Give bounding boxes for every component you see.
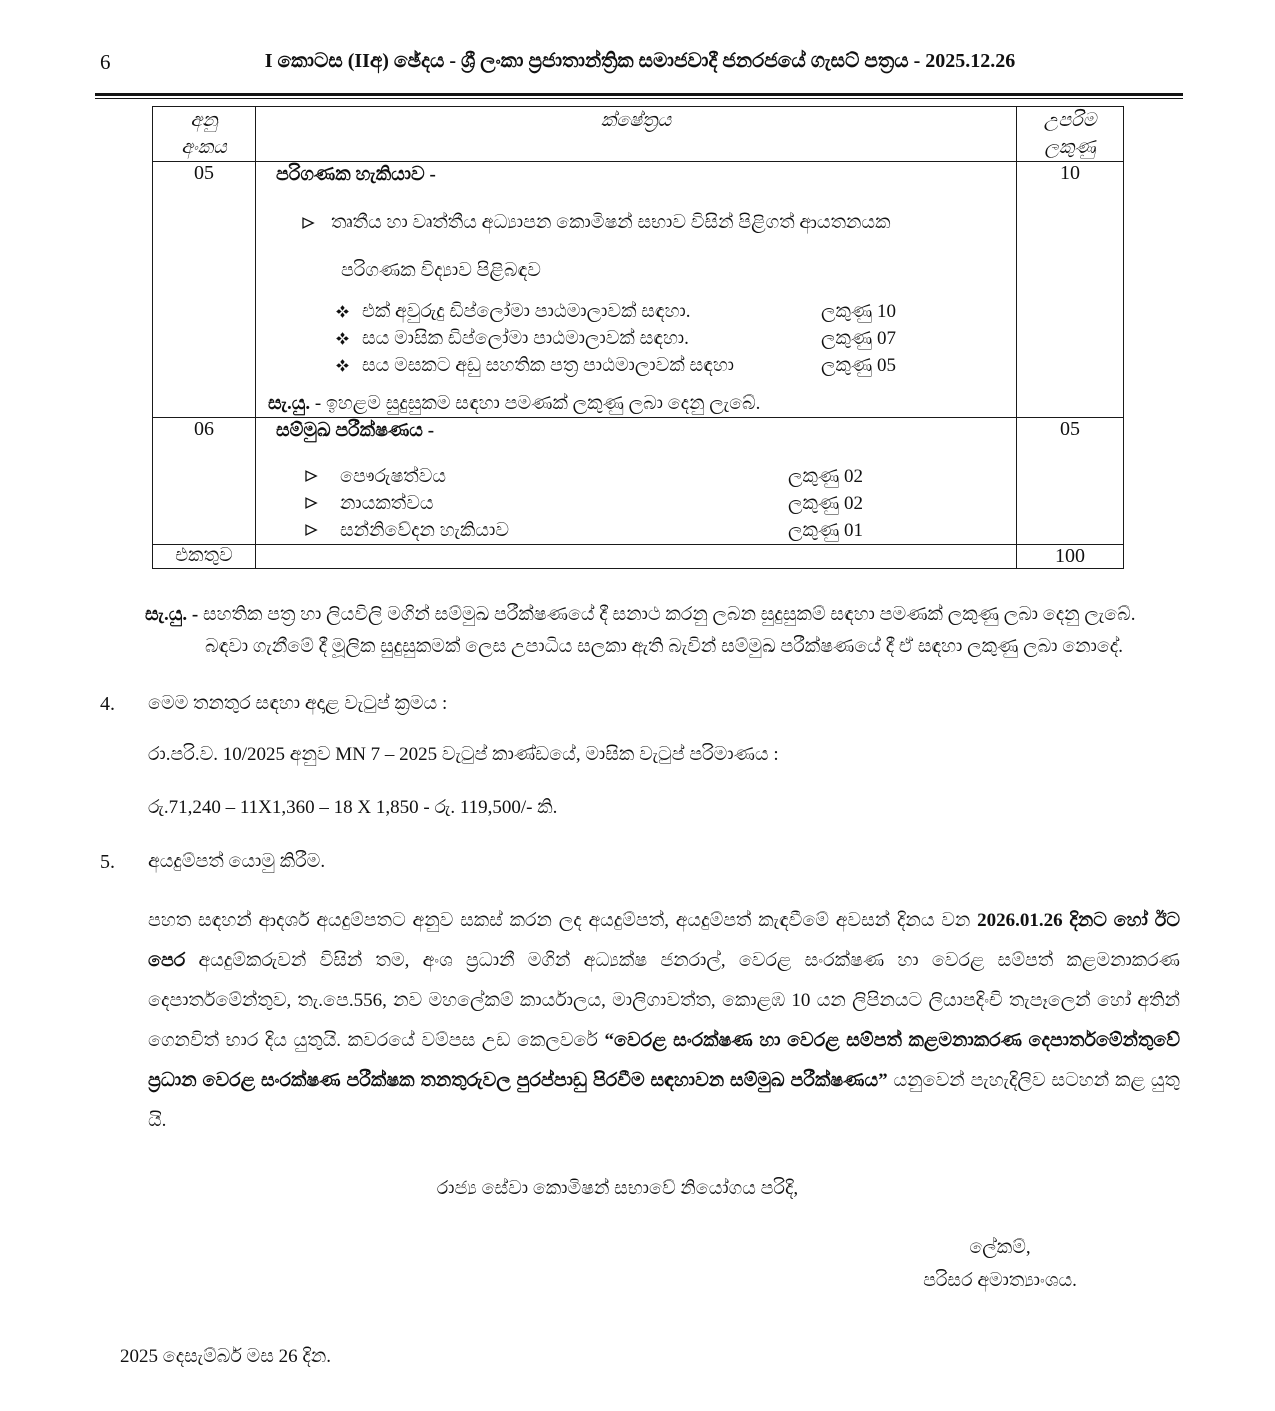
by-order-line: රාජ්‍ය සේවා කොමිෂන් සභාවේ නියෝගය පරිදි, — [436, 1178, 799, 1199]
col-header-field: ක්ෂේත්‍රය — [256, 107, 1017, 162]
arrow-bullet-icon — [304, 496, 318, 510]
section-4-body — [148, 693, 1180, 821]
table-footnote — [145, 599, 1180, 663]
footnote-text: සහතික පත්‍ර හා ලියවිලි මගින් සම්මුඛ පරීක්ෂණයේ දී සනාථ කරනු ලබන සුදුසුකම් සඳහා පමණක් ලකුණු ලබා දෙනු ලැබේ. බඳවා ගැනීමේ දී මූලික සුදුසුකමක් ලෙස උපාධිය සලකා ඇති බැවින් සම්මුඛ පරීක්ෂණයේ දී ඒ සඳහා ලකුණු ලබා නොදේ. — [198, 604, 1136, 657]
sub-item-text: සන්නිවේදන හැකියාව — [340, 520, 509, 541]
sub-item-marks: ලකුණු 10 — [821, 301, 897, 322]
row05-max-marks: 10 — [1017, 162, 1124, 418]
sub-item-text: නායකත්වය — [340, 493, 434, 514]
row05-bullet-continuation: පරිගණක විද්‍යාව පිළිබඳව — [341, 260, 541, 281]
section-4-number: 4. — [100, 693, 115, 715]
row06-serial: 06 — [153, 418, 256, 545]
total-empty-cell — [256, 545, 1017, 569]
note-text: - ඉහළම සුදුසුකම සඳහා පමණක් ලකුණු ලබා දෙනු ලැබේ. — [310, 393, 761, 414]
section-5-paragraph — [148, 901, 1180, 1141]
sub-item-marks: ලකුණු 05 — [821, 355, 897, 376]
running-head — [0, 0, 1275, 84]
sub-item-marks: ලකුණු 01 — [788, 520, 864, 541]
diamond-bullet-icon — [336, 332, 349, 345]
table-row-05 — [153, 162, 1124, 418]
section-5-heading: අයදුම්පත් යොමු කිරීම. — [148, 851, 326, 872]
table-header-row — [153, 107, 1124, 162]
gazette-header-title: I කොටස (IIඅ) ඡේදය - ශ්‍රී ලංකා ප්‍රජාතාන්ත්‍රික සමාජවාදී ජනරජයේ ගැසට් පත්‍රය - 2025.12.26 — [264, 50, 1016, 72]
section-5-number: 5. — [100, 851, 115, 873]
row06-sub-items — [256, 463, 1016, 544]
arrow-bullet-icon — [304, 469, 318, 483]
sub-item-text: සය මාසික ඩිප්ලෝමා පාඨමාලාවක් සඳහා. — [362, 328, 689, 349]
para-text: පහත සඳහන් ආදර්ශ අයදුම්පතට අනුව සකස් කරන ලද අයදුම්පත්, අයදුම්පත් කැඳවීමේ අවසන් දිනය වන — [148, 910, 978, 931]
row05-field — [256, 162, 1017, 418]
signature-block — [845, 1231, 1155, 1297]
row05-sub-items — [256, 298, 1016, 379]
sub-item-marks: ලකුණු 02 — [788, 493, 864, 514]
diamond-bullet-icon — [336, 359, 349, 372]
marks-table — [152, 106, 1124, 569]
row06-max-marks: 05 — [1017, 418, 1124, 545]
arrow-bullet-icon — [301, 216, 315, 230]
note-label: සැ.යු. — [268, 393, 311, 414]
table-row-06 — [153, 418, 1124, 545]
page-number: 6 — [100, 50, 111, 74]
total-label: එකතුව — [153, 545, 256, 569]
table-total-row — [153, 545, 1124, 569]
row05-bullet-text: තෘතීය හා වෘත්තීය අධ්‍යාපන කොමිෂන් සභාව විසින් පිළිගත් ආයතනයක — [331, 212, 891, 233]
row05-title: පරිගණක හැකියාව - — [276, 164, 436, 185]
signatory-title: ලේකම්, — [969, 1237, 1031, 1258]
list-item — [256, 490, 1016, 517]
sub-item-text: පෞරුෂත්වය — [340, 466, 447, 487]
section-5 — [100, 851, 1180, 1141]
header-double-rule — [95, 93, 1183, 99]
row05-note — [256, 391, 1016, 417]
diamond-bullet-icon — [336, 305, 349, 318]
row06-title: සම්මුඛ පරීක්ෂණය - — [276, 420, 435, 441]
footnote-label: සැ.යු. - — [145, 604, 199, 625]
col-header-max-marks: උපරිම ලකුණු — [1017, 107, 1124, 162]
date-line: 2025 දෙසැම්බර් මස 26 දින. — [120, 1346, 331, 1367]
total-marks: 100 — [1017, 545, 1124, 569]
section-4-salary-scheme: රා.පරි.ව. 10/2025 අනුව MN 7 – 2025 වැටුප් කාණ්ඩයේ, මාසික වැටුප් පරිමාණය : — [148, 744, 779, 765]
list-item — [256, 352, 1016, 379]
para-text: යනුවෙන් පැහැදිලිව සටහන් කළ යුතු යි. — [148, 1070, 1180, 1131]
sub-item-text: එක් අවුරුදු ඩිප්ලෝමා පාඨමාලාවක් සඳහා. — [362, 301, 691, 322]
para-bold-envelope-title: “වෙරළ සංරක්ෂණ හා වෙරළ සම්පත් කළමනාකරණ දෙපාර්තමේන්තුවේ ප්‍රධාන වෙරළ සංරක්ෂණ පරීක්ෂක තනතුරුවල පුරප්පාඩු පිරවීම සඳහාවන සම්මුඛ පරීක්ෂණය” — [148, 1030, 1180, 1091]
list-item — [256, 325, 1016, 352]
sub-item-marks: ලකුණු 07 — [821, 328, 897, 349]
section-4 — [100, 693, 1180, 821]
section-4-salary-scale: රු.71,240 – 11X1,360 – 18 X 1,850 - රු. 119,500/- කි. — [148, 797, 558, 818]
sub-item-marks: ලකුණු 02 — [788, 466, 864, 487]
para-text: අයදුම්කරුවන් විසින් තම, අංශ ප්‍රධානී මගින් අධ්‍යක්ෂ ජනරාල්, වෙරළ සංරක්ෂණ හා වෙරළ සම්පත් කළමනාකරණ දෙපාර්තමේන්තුව, තැ.පෙ.556, නව මහලේකම් කාර්යාලය, මාලිගාවත්ත, කොළඹ 10 යන ලිපිනයට ලියාපදිංචි තැපෑලෙන් හෝ අතින් ගෙනවිත් භාර දිය යුතුයි. කවරයේ වම්පස උඩ කෙලවරේ — [148, 950, 1180, 1051]
sub-item-text: සය මසකට අඩු සහතික පත්‍ර පාඨමාලාවක් සඳහා — [362, 355, 735, 376]
row05-bullet-line — [256, 210, 1016, 236]
section-5-body — [148, 851, 1180, 1141]
para-bold-deadline: 2026.01.26 දිනට හෝ ඊට පෙර — [148, 910, 1180, 971]
row05-serial: 05 — [153, 162, 256, 418]
col-header-serial: අනු අංකය — [153, 107, 256, 162]
list-item — [256, 463, 1016, 490]
signatory-ministry: පරිසර අමාත්‍යාංශය. — [923, 1270, 1077, 1291]
row06-field — [256, 418, 1017, 545]
list-item — [256, 298, 1016, 325]
list-item — [256, 517, 1016, 544]
section-4-heading: මෙම තනතුර සඳහා අදාළ වැටුප් ක්‍රමය : — [148, 693, 448, 714]
arrow-bullet-icon — [304, 523, 318, 537]
